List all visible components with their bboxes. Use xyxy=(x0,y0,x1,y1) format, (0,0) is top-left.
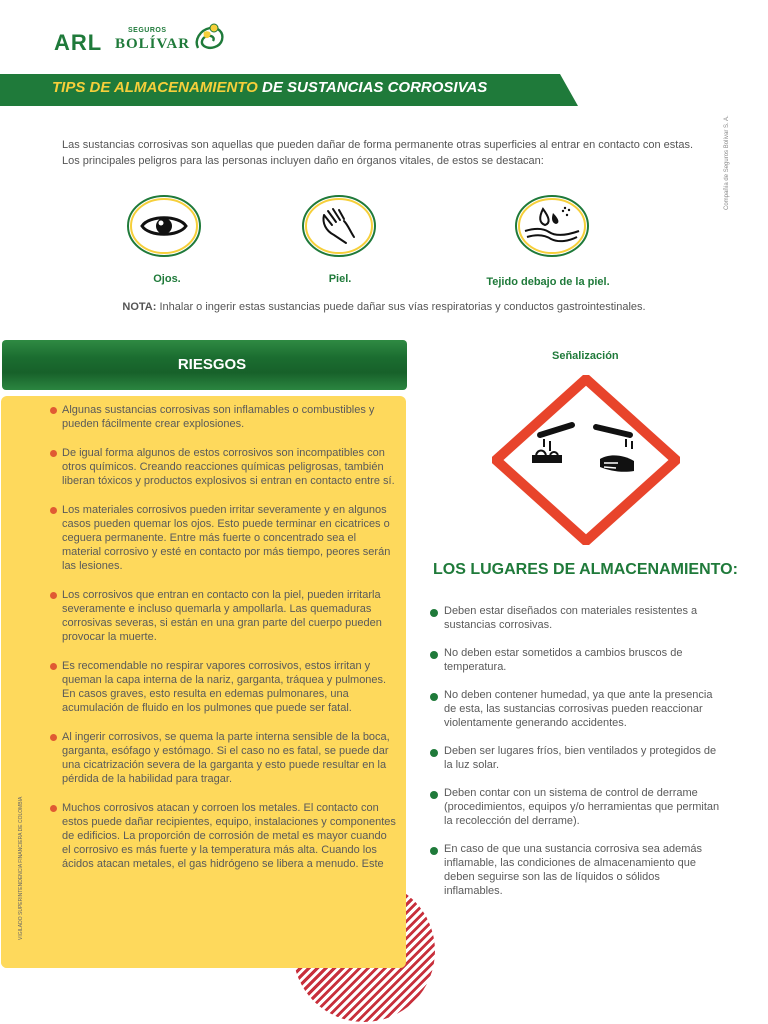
nota-text xyxy=(0,301,768,313)
lugares-list xyxy=(430,604,720,912)
riesgos-item: Al ingerir corrosivos, se quema la parte interna sensible de la boca, garganta, esófago y estómago. Si el caso no es fatal, se puede dar una cicatrización severa de la garganta y esto puede resultar en la pérdida de la habilidad para tragar. xyxy=(48,730,398,786)
riesgos-item: Muchos corrosivos atacan y corroen los metales. El contacto con estos puede dañar recipientes, equipo, instalaciones y componentes de edificios. La proporción de corrosión de metal es mayor cuando el corrosivo es más fuerte y la temperatura más alta. Cuando los ácidos atacan metales, el gas hidrógeno se libera a menudo. Este xyxy=(48,801,398,899)
eye-icon xyxy=(127,195,201,257)
riesgos-panel-bottom xyxy=(1,870,406,968)
seguros-logo-text: SEGUROS xyxy=(128,27,167,34)
lugares-item: No deben contener humedad, ya que ante la presencia de esta, las sustancias corrosivas pueden reaccionar violentamente generando accidentes. xyxy=(430,688,720,730)
lugares-item: No deben estar sometidos a cambios bruscos de temperatura. xyxy=(430,646,720,674)
hazard-label-tejido: Tejido debajo de la piel. xyxy=(486,276,610,288)
riesgos-item: Los corrosivos que entran en contacto con la piel, pueden irritarla severamente e incluso quemarla y ampollarla. Las quemaduras corrosivas severas, si están en una gran parte del cuerpo pueden provocar la muerte. xyxy=(48,588,398,644)
riesgos-item: Algunas sustancias corrosivas son inflamables o combustibles y pueden fácilmente crear explosiones. xyxy=(48,403,398,431)
tissue-icon xyxy=(515,195,589,257)
bolivar-logo-text: BOLÍVAR xyxy=(115,36,191,52)
hazard-label-ojos: Ojos. xyxy=(153,273,181,285)
lugares-title: LOS LUGARES DE ALMACENAMIENTO: xyxy=(433,561,738,578)
lugares-item: Deben estar diseñados con materiales resistentes a sustancias corrosivas. xyxy=(430,604,720,632)
page-title xyxy=(52,79,487,96)
riesgos-item: Es recomendable no respirar vapores corrosivos, estos irritan y queman la capa interna de la nariz, garganta, tráquea y pulmones. En casos graves, esto resulta en edemas pulmonares, una acumulación de fluido en los pulmones que puede ser fatal. xyxy=(48,659,398,715)
hazard-label-piel: Piel. xyxy=(328,273,352,285)
hand-icon xyxy=(302,195,376,257)
corrosive-ghs-icon xyxy=(492,375,680,545)
side-note: Compañía de Seguros Bolívar S. A. xyxy=(724,115,730,210)
title-highlight: TIPS DE ALMACENAMIENTO xyxy=(52,79,258,96)
vigilado-label: VIGILADO SUPERINTENDENCIA FINANCIERA DE COLOMBIA xyxy=(18,796,24,940)
lugares-item: En caso de que una sustancia corrosiva sea además inflamable, las condiciones de almacenamiento que deben seguirse son las de líquidos o sólidos inflamables. xyxy=(430,842,720,898)
lugares-item: Deben ser lugares fríos, bien ventilados y protegidos de la luz solar. xyxy=(430,744,720,772)
intro-paragraph: Las sustancias corrosivas son aquellas que pueden dañar de forma permanente otras superficies al entrar en contacto con estas. Los principales peligros para las personas incluyen daño en órganos vitales, de estos se destacan: xyxy=(62,139,694,167)
nota-body: Inhalar o ingerir estas sustancias puede dañar sus vías respiratorias y conductos gastrointestinales. xyxy=(156,301,646,313)
riesgos-list xyxy=(48,403,398,914)
arl-logo-text: ARL xyxy=(54,30,103,55)
title-rest: DE SUSTANCIAS CORROSIVAS xyxy=(257,79,488,96)
bolivar-logo-icon xyxy=(190,22,228,54)
riesgos-item: Los materiales corrosivos pueden irritar severamente y en algunos casos pueden quemar los ojos. Esto puede terminar en cicatrices o ceguera permanente. Entre más fuerte o concentrado sea el material corrosivo y esté en contacto por más tiempo, peores serán las lesiones. xyxy=(48,503,398,573)
nota-prefix: NOTA: xyxy=(122,301,157,313)
riesgos-title: RIESGOS xyxy=(177,356,247,373)
lugares-item: Deben contar con un sistema de control de derrame (procedimientos, equipos y/o herramientas que permitan la recolección del derrame). xyxy=(430,786,720,828)
senalizacion-label: Señalización xyxy=(552,350,619,362)
riesgos-item: De igual forma algunos de estos corrosivos son incompatibles con otros químicos. Creando reacciones químicas peligrosas, también liberan tóxicos y productos explosivos si entran en contacto entre sí. xyxy=(48,446,398,488)
